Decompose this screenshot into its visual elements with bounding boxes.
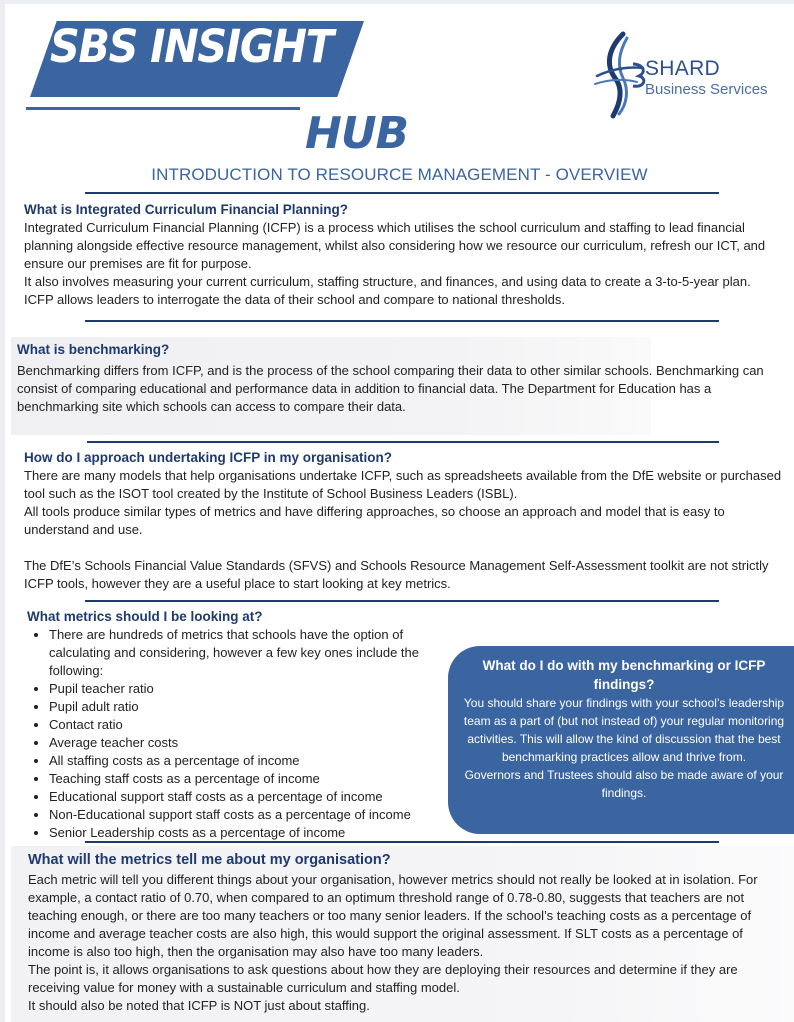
paragraph: Benchmarking differs from ICFP, and is the process of the school comparing their data to other similar schools. Benchmarking can consist of comparing educational and performance data in addition to financial data. The Department for Education has a benchmarking site which schools can access to compare their data. <box>17 363 764 414</box>
section-heading: What is benchmarking? <box>17 342 170 357</box>
divider <box>87 441 719 443</box>
shard-swirl-logo-icon <box>593 30 653 120</box>
divider <box>85 841 719 843</box>
section-approach <box>24 450 789 593</box>
paragraph: The point is, it allows organisations to ask questions about how they are deploying their resources and determine if they are receiving value for money with a sustainable curriculum and staffing model. <box>28 962 738 995</box>
callout-heading: What do I do with my benchmarking or ICFP findings? <box>482 658 766 692</box>
list-item: Contact ratio <box>49 716 467 734</box>
section-icfp <box>24 202 784 309</box>
shard-logo <box>593 30 783 120</box>
logo-name: SHARD <box>645 57 721 80</box>
list-item: Educational support staff costs as a percentage of income <box>49 788 467 806</box>
section-metrics <box>27 609 467 842</box>
logo-tagline: Business Services <box>645 81 768 98</box>
metrics-list <box>27 626 467 842</box>
spacer <box>24 539 789 557</box>
section-heading: What metrics should I be looking at? <box>27 609 263 624</box>
paragraph: Each metric will tell you different things about your organisation, however metrics should not really be looked at in isolation. For example, a contact ratio of 0.70, when compared to an optimum threshold range of 0.78-0.80, suggests that teachers are not teaching enough, or there are too many teachers or too many senior leaders. If the school’s teaching costs as a percentage of income and average teacher costs are also high, this would support the original assessment. If SLT costs as a percentage of income is also too high, then the organisation may also have too many leaders. <box>28 872 758 959</box>
paragraph: It should also be noted that ICFP is NOT just about staffing. <box>28 998 370 1013</box>
hub-title: HUB <box>305 108 409 159</box>
section-heading: What will the metrics tell me about my organisation? <box>28 852 391 868</box>
paragraph: The DfE’s Schools Financial Value Standards (SFVS) and Schools Resource Management Self-Assessment toolkit are not strictly ICFP tools, however they are a useful place to start looking at key metrics. <box>24 558 769 591</box>
list-item: Pupil adult ratio <box>49 698 467 716</box>
list-item: Pupil teacher ratio <box>49 680 467 698</box>
paragraph: There are many models that help organisations undertake ICFP, such as spreadsheets available from the DfE website or purchased tool such as the ISOT tool created by the Institute of School Business Leaders (ISBL). <box>24 468 782 501</box>
section-heading: What is Integrated Curriculum Financial Planning? <box>24 202 349 217</box>
hub-divider <box>26 107 300 110</box>
findings-callout <box>448 646 794 834</box>
paragraph: It also involves measuring your current curriculum, staffing structure, and finances, and using data to create a 3-to-5-year plan. <box>24 274 751 289</box>
divider <box>85 600 719 602</box>
page-subtitle: INTRODUCTION TO RESOURCE MANAGEMENT - OVERVIEW <box>151 165 648 184</box>
paragraph: ICFP allows leaders to interrogate the data of their school and compare to national thresholds. <box>24 292 566 307</box>
document-page <box>5 4 794 1022</box>
banner-title: SBS INSIGHT <box>50 20 333 73</box>
callout-note: Governors and Trustees should also be made aware of your findings. <box>464 768 784 800</box>
section-tell <box>28 852 788 1015</box>
section-benchmarking <box>17 342 787 416</box>
list-item: Non-Educational support staff costs as a percentage of income <box>49 806 467 824</box>
list-item: Average teacher costs <box>49 734 467 752</box>
list-item: There are hundreds of metrics that schools have the option of calculating and considering, however a few key ones include the following: <box>49 626 467 680</box>
list-item: Teaching staff costs as a percentage of income <box>49 770 467 788</box>
list-item: All staffing costs as a percentage of income <box>49 752 467 770</box>
paragraph: Integrated Curriculum Financial Planning (ICFP) is a process which utilises the school curriculum and staffing to lead financial planning alongside effective resource management, whilst also considering how we resource our curriculum, refresh our ICT, and ensure our premises are fit for purpose. <box>24 220 766 271</box>
paragraph: All tools produce similar types of metrics and have differing approaches, so choose an approach and model that is easy to understand and use. <box>24 504 725 537</box>
divider <box>85 192 719 194</box>
callout-body: You should share your findings with your school’s leadership team as a part of (but not instead of) your regular monitoring activities. This will allow the kind of discussion that the best benchmarking practices allow and thrive from. <box>463 696 785 764</box>
list-item: Senior Leadership costs as a percentage of income <box>49 824 467 842</box>
divider <box>85 320 719 322</box>
section-heading: How do I approach undertaking ICFP in my organisation? <box>24 450 393 465</box>
